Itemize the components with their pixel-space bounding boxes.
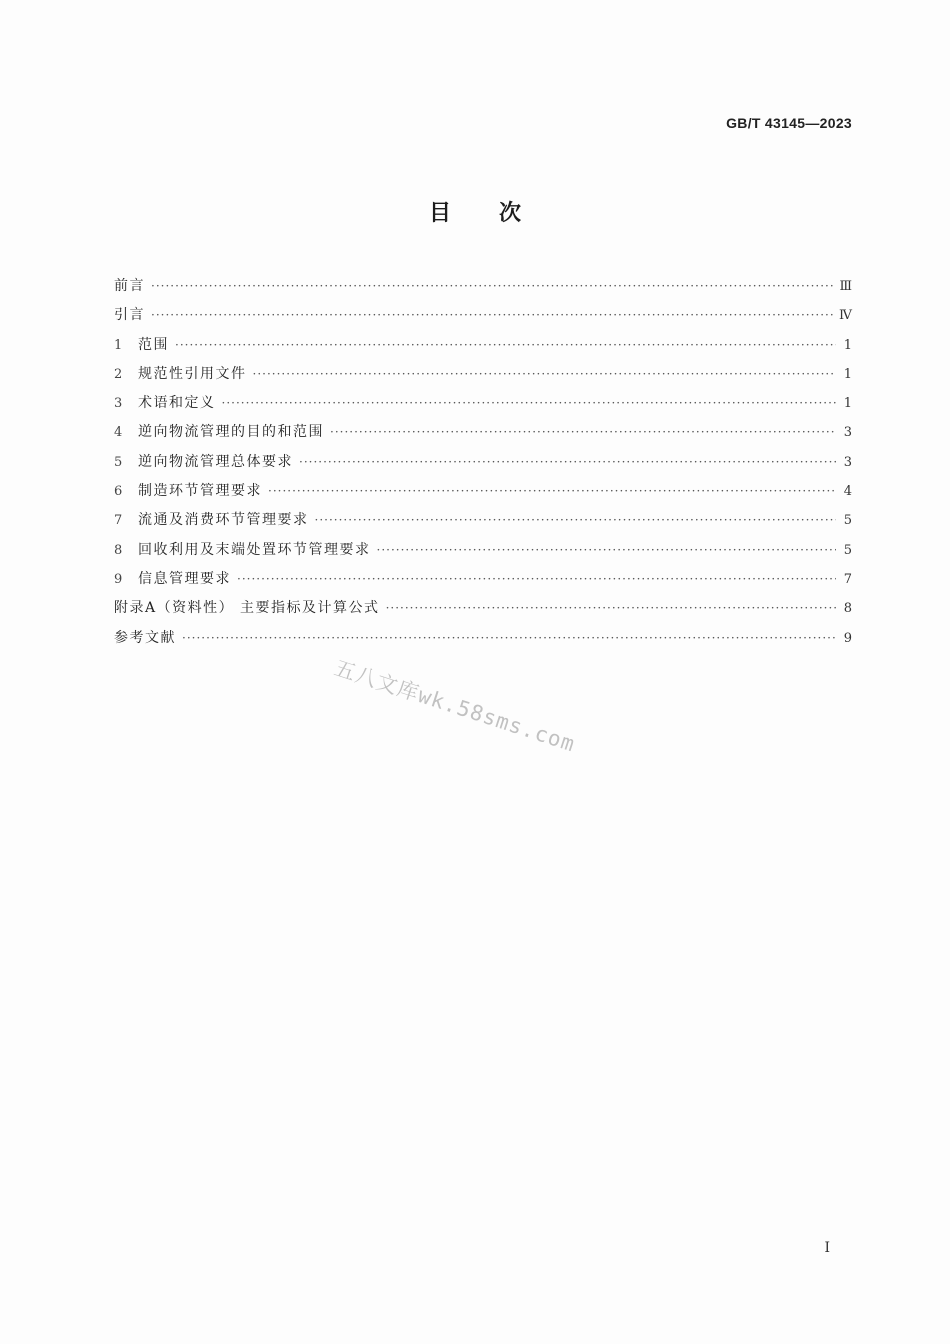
toc-entry[interactable] bbox=[114, 624, 852, 653]
toc-dot-leader bbox=[237, 565, 836, 594]
toc-entry-title: 规范性引用文件 bbox=[138, 365, 247, 382]
toc-entry-title: 参考文献 bbox=[114, 629, 176, 646]
toc-entry[interactable] bbox=[114, 331, 852, 360]
toc-entry-title: 逆向物流管理总体要求 bbox=[138, 453, 293, 470]
toc-entry-page: 9 bbox=[843, 630, 852, 646]
toc-entry-page: 1 bbox=[843, 366, 852, 382]
toc-entry-title: 逆向物流管理的目的和范围 bbox=[138, 424, 324, 441]
toc-entry[interactable] bbox=[114, 594, 852, 623]
toc-entry[interactable] bbox=[114, 506, 852, 535]
toc-dot-leader bbox=[377, 536, 837, 565]
toc-entry-page: 8 bbox=[843, 601, 852, 617]
standard-code: GB/T 43145—2023 bbox=[726, 115, 852, 131]
toc-entry[interactable] bbox=[114, 477, 852, 506]
toc-entry-title: 制造环节管理要求 bbox=[138, 483, 262, 500]
toc-entry-number: 6 bbox=[114, 484, 123, 500]
toc-dot-leader bbox=[175, 331, 836, 360]
toc-entry-title: 回收利用及末端处置环节管理要求 bbox=[138, 541, 371, 558]
toc-dot-leader bbox=[253, 360, 837, 389]
toc-dot-leader bbox=[386, 594, 836, 623]
table-of-contents bbox=[114, 272, 852, 653]
toc-dot-leader bbox=[151, 272, 833, 301]
toc-entry-page: 3 bbox=[843, 425, 852, 441]
toc-entry[interactable] bbox=[114, 360, 852, 389]
toc-entry-page: 7 bbox=[843, 571, 852, 587]
toc-entry-title: 范围 bbox=[138, 336, 169, 353]
toc-entry-title: 信息管理要求 bbox=[138, 570, 231, 587]
toc-entry[interactable] bbox=[114, 301, 852, 330]
toc-entry-title: 流通及消费环节管理要求 bbox=[138, 512, 309, 529]
toc-entry-page: 3 bbox=[843, 454, 852, 470]
toc-entry[interactable] bbox=[114, 536, 852, 565]
toc-dot-leader bbox=[315, 506, 837, 535]
toc-entry-title: 引言 bbox=[114, 307, 145, 324]
toc-entry-title: 附录A（资料性） 主要指标及计算公式 bbox=[114, 600, 380, 617]
toc-entry-number: 1 bbox=[114, 337, 123, 353]
toc-dot-leader bbox=[268, 477, 836, 506]
toc-entry-page: 1 bbox=[843, 337, 852, 353]
toc-entry-number: 4 bbox=[114, 425, 123, 441]
toc-entry-number: 7 bbox=[114, 513, 123, 529]
toc-entry-number: 9 bbox=[114, 571, 123, 587]
toc-dot-leader bbox=[151, 301, 833, 330]
toc-entry-number: 3 bbox=[114, 396, 123, 412]
toc-title: 目次 bbox=[428, 201, 569, 226]
toc-entry-page: 4 bbox=[843, 484, 852, 500]
page-number: I bbox=[824, 1240, 830, 1256]
toc-entry[interactable] bbox=[114, 389, 852, 418]
toc-entry-number: 2 bbox=[114, 366, 123, 382]
toc-entry-page: Ⅲ bbox=[839, 279, 852, 294]
toc-entry-page: 1 bbox=[843, 396, 852, 412]
toc-dot-leader bbox=[222, 389, 837, 418]
toc-entry-number: 8 bbox=[114, 542, 123, 558]
toc-entry[interactable] bbox=[114, 272, 852, 301]
toc-entry-title: 术语和定义 bbox=[138, 395, 216, 412]
toc-entry[interactable] bbox=[114, 565, 852, 594]
toc-entry[interactable] bbox=[114, 448, 852, 477]
toc-entry-page: 5 bbox=[843, 513, 852, 529]
toc-entry[interactable] bbox=[114, 418, 852, 447]
toc-dot-leader bbox=[330, 418, 836, 447]
toc-entry-page: Ⅳ bbox=[839, 308, 852, 324]
toc-dot-leader bbox=[299, 448, 836, 477]
watermark: 五八文库wk.58sms.com bbox=[331, 655, 579, 757]
toc-entry-page: 5 bbox=[843, 542, 852, 558]
toc-entry-title: 前言 bbox=[114, 278, 145, 294]
toc-entry-number: 5 bbox=[114, 454, 123, 470]
toc-dot-leader bbox=[182, 624, 836, 653]
